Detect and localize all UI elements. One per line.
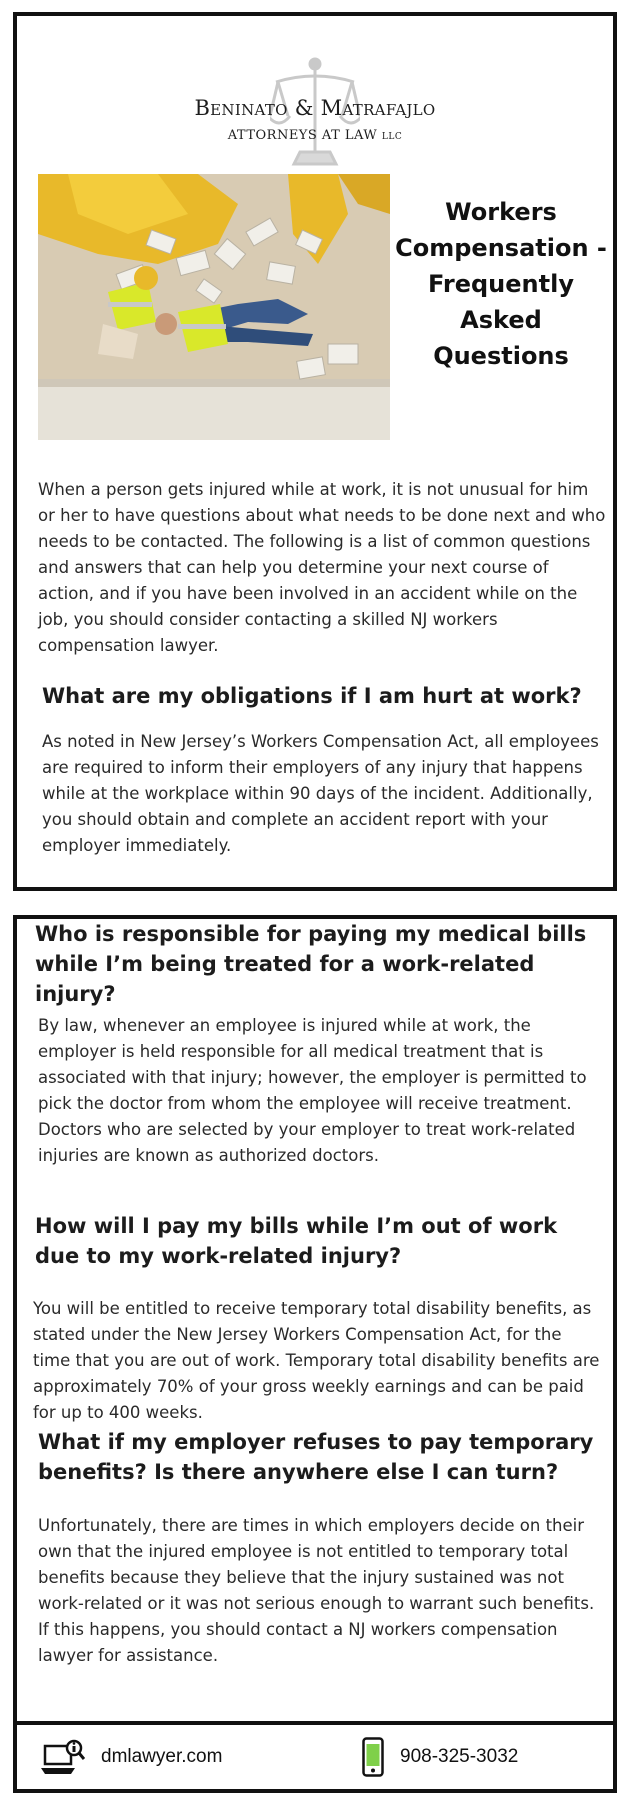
page-title: Workers Compensation - Frequently Asked Questions	[395, 198, 607, 370]
faq-answer-4: Unfortunately, there are times in which employers decide on their own that the injured employee is not entitled to temporary total benefits because they believe that the injury sustained was not work-related or it was not serious enough to warrant such benefits. If this happens, you should contact a NJ workers compensation lawyer for assistance.	[38, 1516, 595, 1665]
phone-number[interactable]: 908-325-3032	[400, 1746, 519, 1767]
faq-question-1: What are my obligations if I am hurt at work?	[42, 684, 582, 708]
faq-panel	[13, 915, 617, 1725]
intro-paragraph: When a person gets injured while at work, it is not unusual for him or her to have questions about what needs to be done next and who needs to be contacted. The following is a list of common questions and answers that can help you determine your next course of action, and if you have been involved in an accident while on the job, you should consider contacting a skilled NJ workers compensation lawyer.	[38, 480, 606, 655]
contact-footer	[13, 1725, 617, 1793]
faq-question-2: Who is responsible for paying my medical bills while I’m being treated for a work-related injury?	[35, 922, 587, 1006]
website-link[interactable]: dmlawyer.com	[101, 1746, 223, 1767]
firm-subtitle: ATTORNEYS AT LAW LLC	[227, 128, 403, 143]
phone-contact[interactable]	[362, 1725, 518, 1789]
mobile-phone-icon	[362, 1737, 384, 1777]
firm-logo	[17, 46, 613, 166]
faq-question-3: How will I pay my bills while I’m out of work due to my work-related injury?	[35, 1214, 558, 1268]
firm-name: Beninato & Matrafajlo	[194, 96, 436, 120]
website-contact[interactable]	[41, 1725, 222, 1789]
faq-question-4: What if my employer refuses to pay temporary benefits? Is there anywhere else I can turn?	[38, 1430, 594, 1484]
faq-answer-1: As noted in New Jersey’s Workers Compensation Act, all employees are required to inform their employers of any injury that happens while at the workplace within 90 days of the incident. Additionally, you should obtain and complete an accident report with your employer immediately.	[42, 732, 599, 855]
faq-answer-3: You will be entitled to receive temporary total disability benefits, as stated under the New Jersey Workers Compensation Act, for the time that you are out of work. Temporary total disability benefits are approximately 70% of your gross weekly earnings and can be paid for up to 400 weeks.	[33, 1299, 600, 1422]
intro-panel	[13, 12, 617, 891]
laptop-search-icon	[41, 1738, 85, 1776]
faq-answer-2: By law, whenever an employee is injured while at work, the employer is held responsible for all medical treatment that is associated with that injury; however, the employer is permitted to pick the doctor from whom the employee will receive treatment. Doctors who are selected by your employer to treat work-related injuries are known as authorized doctors.	[38, 1016, 587, 1165]
injured-worker-photo	[38, 174, 390, 440]
